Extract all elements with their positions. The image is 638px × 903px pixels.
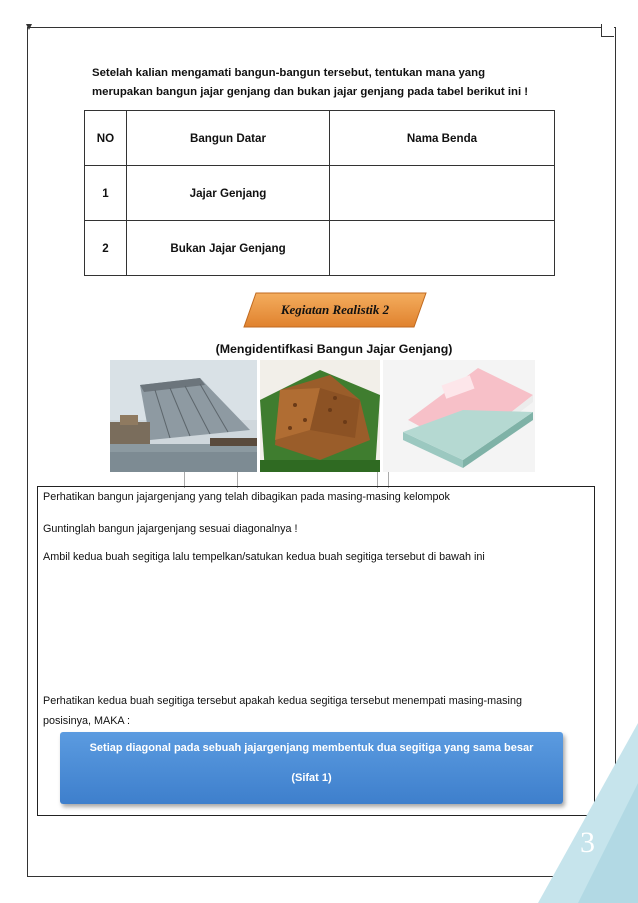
instruction-1: Perhatikan bangun jajargenjang yang telah dibagikan pada masing-masing kelompok xyxy=(43,491,450,503)
banner-label: Kegiatan Realistik 2 xyxy=(280,302,390,317)
property-text: Setiap diagonal pada sebuah jajargenjang membentuk dua segitiga yang sama besar xyxy=(89,742,534,754)
header-bangun-datar: Bangun Datar xyxy=(127,111,330,166)
header-nama-benda: Nama Benda xyxy=(330,111,555,166)
row-no: 1 xyxy=(85,166,127,221)
section-subtitle: (Mengidentifkasi Bangun Jajar Genjang) xyxy=(215,342,453,356)
activity-banner xyxy=(242,291,428,329)
header-no: NO xyxy=(85,111,127,166)
page-number: 3 xyxy=(580,826,595,859)
table-row xyxy=(85,166,555,221)
intro-line-1: Setelah kalian mengamati bangun-bangun tersebut, tentukan mana yang xyxy=(92,67,486,79)
page-corner xyxy=(601,24,614,37)
row-no: 2 xyxy=(85,221,127,276)
layer-cake-photo xyxy=(383,360,535,472)
instruction-3: Ambil kedua buah segitiga lalu tempelkan/satukan kedua buah segitiga tersebut di bawah ini xyxy=(43,551,485,563)
corner-decoration xyxy=(538,723,638,903)
intro-text xyxy=(92,64,592,102)
intro-line-2: merupakan bangun jajar genjang dan bukan jajar genjang pada tabel berikut ini ! xyxy=(92,86,529,98)
building-photo xyxy=(110,360,257,472)
conclusion-line-2: posisinya, MAKA : xyxy=(43,715,131,727)
cake-photo xyxy=(260,360,380,472)
pin-icon xyxy=(24,22,34,32)
property-box xyxy=(60,732,563,804)
conclusion-line-1: Perhatikan kedua buah segitiga tersebut apakah kedua segitiga tersebut menempati masing-masing xyxy=(43,695,522,707)
instruction-2: Guntinglah bangun jajargenjang sesuai diagonalnya ! xyxy=(43,523,298,535)
row-nama-benda[interactable] xyxy=(330,221,555,276)
table-header-row xyxy=(85,111,555,166)
classification-table xyxy=(84,110,555,276)
row-nama-benda[interactable] xyxy=(330,166,555,221)
table-row xyxy=(85,221,555,276)
row-bangun: Bukan Jajar Genjang xyxy=(127,221,330,276)
property-label: (Sifat 1) xyxy=(291,772,332,784)
row-bangun: Jajar Genjang xyxy=(127,166,330,221)
